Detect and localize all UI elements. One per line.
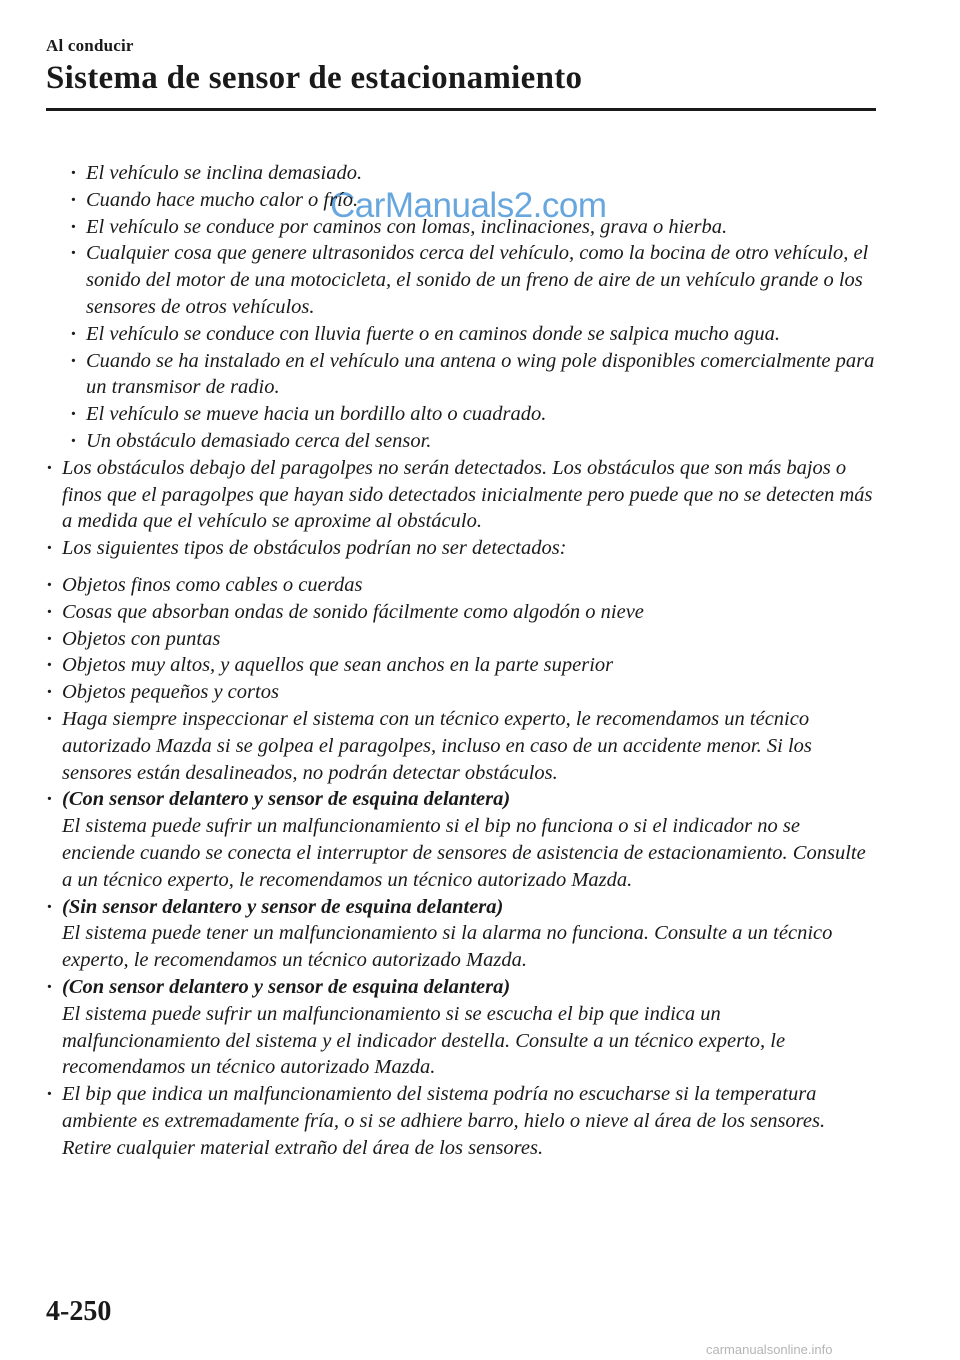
item-text: El vehículo se inclina demasiado. <box>86 162 363 184</box>
bullet-icon: · <box>70 349 77 372</box>
page-number: 4-250 <box>46 1296 112 1327</box>
sub-list-item <box>46 679 876 706</box>
bullet-icon: · <box>46 456 53 479</box>
item-text: Cuando hace mucho calor o frío. <box>86 188 359 211</box>
item-text: Objetos finos como cables o cuerdas <box>62 573 363 596</box>
sub-list-obstacle-types <box>46 572 876 706</box>
item-text: El sistema puede sufrir un malfuncionamiento si el bip no funciona o si el indicador no se enciende cuando se conecta el interruptor de sensores de asistencia de estacionamiento. Consulte a un técnico experto, le recomendamos un técnico autorizado Mazda. <box>62 815 866 891</box>
sub-list-item <box>46 626 876 653</box>
bullet-icon: · <box>46 1083 53 1106</box>
footer-site-mark: carmanualsonline.info <box>706 1342 833 1357</box>
sub-list-item <box>70 321 876 348</box>
sub-list-item <box>70 348 876 402</box>
item-text: El vehículo se conduce por caminos con lomas, inclinaciones, grava o hierba. <box>86 215 728 238</box>
item-text: El vehículo se mueve hacia un bordillo alto o cuadrado. <box>86 403 547 426</box>
sub-list-item <box>70 187 876 214</box>
sub-list-item <box>70 428 876 455</box>
list-item <box>46 974 876 1081</box>
list-item <box>46 706 876 786</box>
list-item <box>46 535 876 562</box>
watermark: CarManuals2.com <box>330 186 607 225</box>
sub-list-item <box>70 160 876 187</box>
bullet-icon: · <box>46 788 53 811</box>
bullet-icon: · <box>46 895 53 918</box>
bullet-icon: · <box>46 681 53 704</box>
item-text: El vehículo se conduce con lluvia fuerte o en caminos donde se salpica mucho agua. <box>86 322 780 345</box>
item-text: Objetos pequeños y cortos <box>62 681 279 704</box>
list-item <box>46 455 876 535</box>
title-divider <box>46 108 876 111</box>
bullet-icon: · <box>70 215 77 238</box>
sub-list-item <box>46 572 876 599</box>
item-text: Cuando se ha instalado en el vehículo una antena o wing pole disponibles comercialmente para un transmisor de radio. <box>86 349 875 399</box>
item-text: El bip que indica un malfuncionamiento del sistema podría no escucharse si la temperatura ambiente es extremadamente fría, o si se adhiere barro, hielo o nieve al área de los sensores. Retire cualquier material extraño del área de los sensores. <box>62 1083 826 1159</box>
sub-list-conditions <box>70 160 876 455</box>
item-text: Objetos muy altos, y aquellos que sean anchos en la parte superior <box>62 654 614 677</box>
item-heading: (Con sensor delantero y sensor de esquina delantera) <box>62 788 511 811</box>
page-title: Sistema de sensor de estacionamiento <box>46 60 583 96</box>
bullet-icon: · <box>70 162 77 184</box>
item-text: Los siguientes tipos de obstáculos podrían no ser detectados: <box>62 537 567 560</box>
sub-list-item <box>70 214 876 241</box>
item-text: Cualquier cosa que genere ultrasonidos cerca del vehículo, como la bocina de otro vehículo, el sonido del motor de una motocicleta, el sonido de un freno de aire de un vehículo grande o los sensores de otros vehículos. <box>86 242 869 318</box>
bullet-icon: · <box>46 707 53 730</box>
sub-list-item <box>46 652 876 679</box>
item-text: Un obstáculo demasiado cerca del sensor. <box>86 429 432 452</box>
bullet-icon: · <box>46 975 53 998</box>
bullet-icon: · <box>46 537 53 560</box>
item-heading: (Sin sensor delantero y sensor de esquina delantera) <box>62 895 504 918</box>
item-text: Haga siempre inspeccionar el sistema con un técnico experto, le recomendamos un técnico autorizado Mazda si se golpea el paragolpes, incluso en caso de un accidente menor. Si los sensores están desalineados, no podrán detectar obstáculos. <box>62 707 812 784</box>
list-item <box>46 894 876 974</box>
bullet-icon: · <box>46 627 53 650</box>
main-list-notes <box>46 706 876 1162</box>
item-text: Los obstáculos debajo del paragolpes no serán detectados. Los obstáculos que son más bajos o finos que el paragolpes que hayan sido detectados inicialmente pero puede que no se detecten más a medida que el vehículo se aproxime al obstáculo. <box>62 456 873 533</box>
main-content <box>46 160 876 1161</box>
main-list-detection <box>46 455 876 562</box>
bullet-icon: · <box>70 188 77 211</box>
bullet-icon: · <box>46 654 53 677</box>
bullet-icon: · <box>70 322 77 345</box>
bullet-icon: · <box>70 242 77 265</box>
list-item <box>46 786 876 893</box>
bullet-icon: · <box>46 600 53 623</box>
item-text: El sistema puede tener un malfuncionamiento si la alarma no funciona. Consulte a un técnico experto, le recomendamos un técnico autorizado Mazda. <box>62 922 833 972</box>
bullet-icon: · <box>46 573 53 596</box>
item-heading: (Con sensor delantero y sensor de esquina delantera) <box>62 975 511 998</box>
sub-list-item <box>70 240 876 320</box>
list-item <box>46 1081 876 1161</box>
section-label: Al conducir <box>46 36 134 55</box>
item-text: Cosas que absorban ondas de sonido fácilmente como algodón o nieve <box>62 600 644 623</box>
sub-list-item <box>46 599 876 626</box>
sub-list-item <box>70 401 876 428</box>
item-text: Objetos con puntas <box>62 627 221 650</box>
bullet-icon: · <box>70 429 77 452</box>
item-text: El sistema puede sufrir un malfuncionamiento si se escucha el bip que indica un malfuncionamiento del sistema y el indicador destella. Consulte a un técnico experto, le recomendamos un técnico autorizado Mazda. <box>62 1002 786 1079</box>
bullet-icon: · <box>70 403 77 426</box>
